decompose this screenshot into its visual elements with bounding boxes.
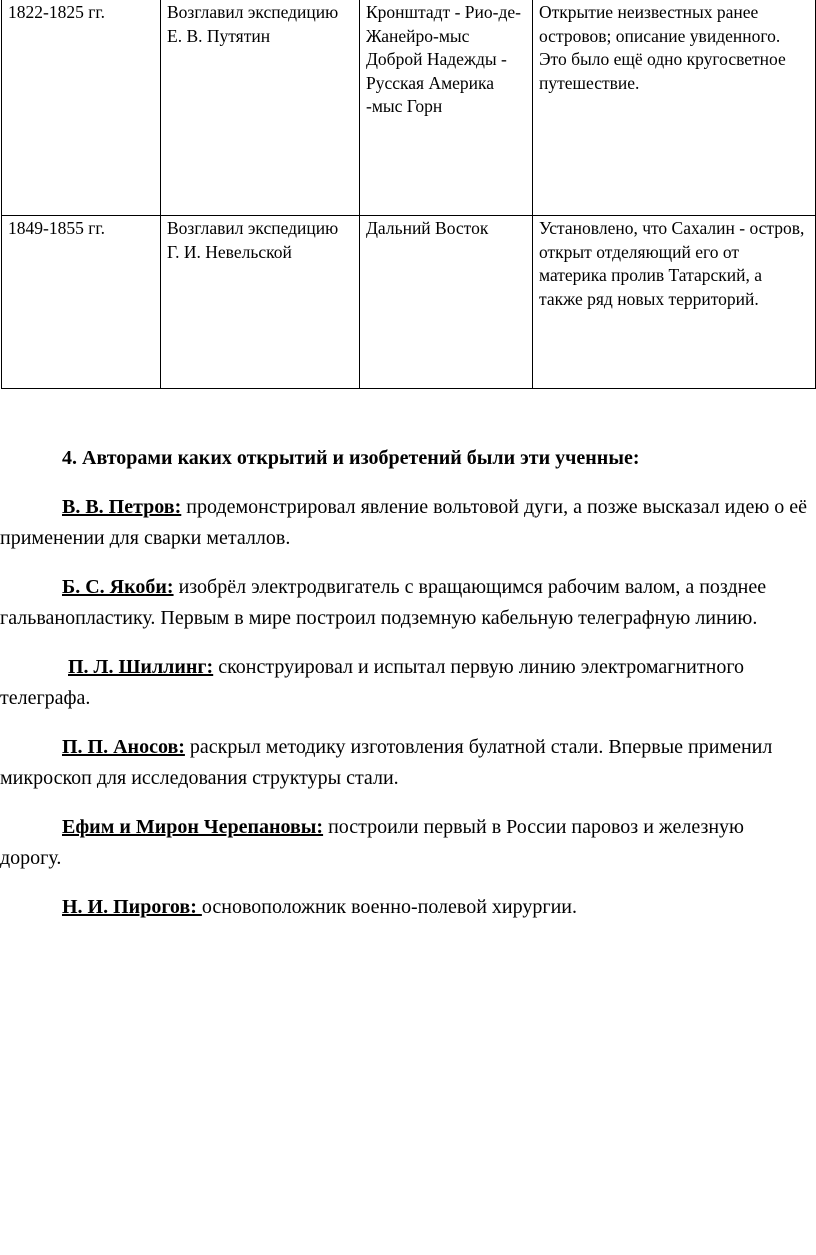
scientist-description: изобрёл электродвигатель с вращающимся рабочим валом, а позднее гальванопластику. Первым в мире построил подземную кабельную телеграфную линию.: [0, 576, 767, 629]
table-row: [2, 0, 816, 216]
scientist-name: П. Л. Шиллинг:: [68, 656, 214, 678]
years-cell: 1849-1855 гг.: [2, 216, 161, 389]
scientist-entry: [0, 732, 808, 794]
scientist-name: Б. С. Якоби:: [62, 576, 174, 598]
scientists-list: [0, 492, 808, 941]
scientist-description: продемонстрировал явление вольтовой дуги, а позже высказал идею о её применении для сварки металлов.: [0, 496, 808, 549]
scientist-entry: [0, 492, 808, 554]
scientist-name: Ефим и Мирон Черепановы:: [62, 816, 324, 838]
section-heading: 4. Авторами каких открытий и изобретений были эти ученные:: [62, 447, 640, 469]
scientist-description: раскрыл методику изготовления булатной стали. Впервые применил микроскоп для исследования структуры стали.: [0, 736, 773, 789]
scientist-name: П. П. Аносов:: [62, 736, 185, 758]
leader-cell: Возглавил экспедицию Г. И. Невельской: [161, 216, 360, 389]
scientist-entry: [0, 892, 808, 923]
scientist-description: основоположник военно-полевой хирургии.: [201, 896, 577, 918]
years-cell: 1822-1825 гг.: [2, 0, 161, 216]
route-cell: Дальний Восток: [360, 216, 533, 389]
scientist-description: построили первый в России паровоз и железную дорогу.: [0, 816, 744, 869]
scientist-description: сконструировал и испытал первую линию электромагнитного телеграфа.: [0, 656, 745, 709]
scientist-entry: [0, 812, 808, 874]
leader-cell: Возглавил экспедицию Е. В. Путятин: [161, 0, 360, 216]
scientist-entry: [0, 652, 808, 714]
route-cell: Кронштадт - Рио-де-Жанейро-мыс Доброй Надежды - Русская Америка -мыс Горн: [360, 0, 533, 216]
scientist-entry: [0, 572, 808, 634]
scientist-name: Н. И. Пирогов:: [62, 896, 202, 918]
result-cell: Открытие неизвестных ранее островов; описание увиденного. Это было ещё одно кругосветное путешествие.: [533, 0, 816, 216]
scientist-name: В. В. Петров:: [62, 496, 182, 518]
expeditions-table: [1, 0, 816, 389]
table-row: [2, 216, 816, 389]
result-cell: Установлено, что Сахалин - остров, открыт отделяющий его от материка пролив Татарский, а также ряд новых территорий.: [533, 216, 816, 389]
